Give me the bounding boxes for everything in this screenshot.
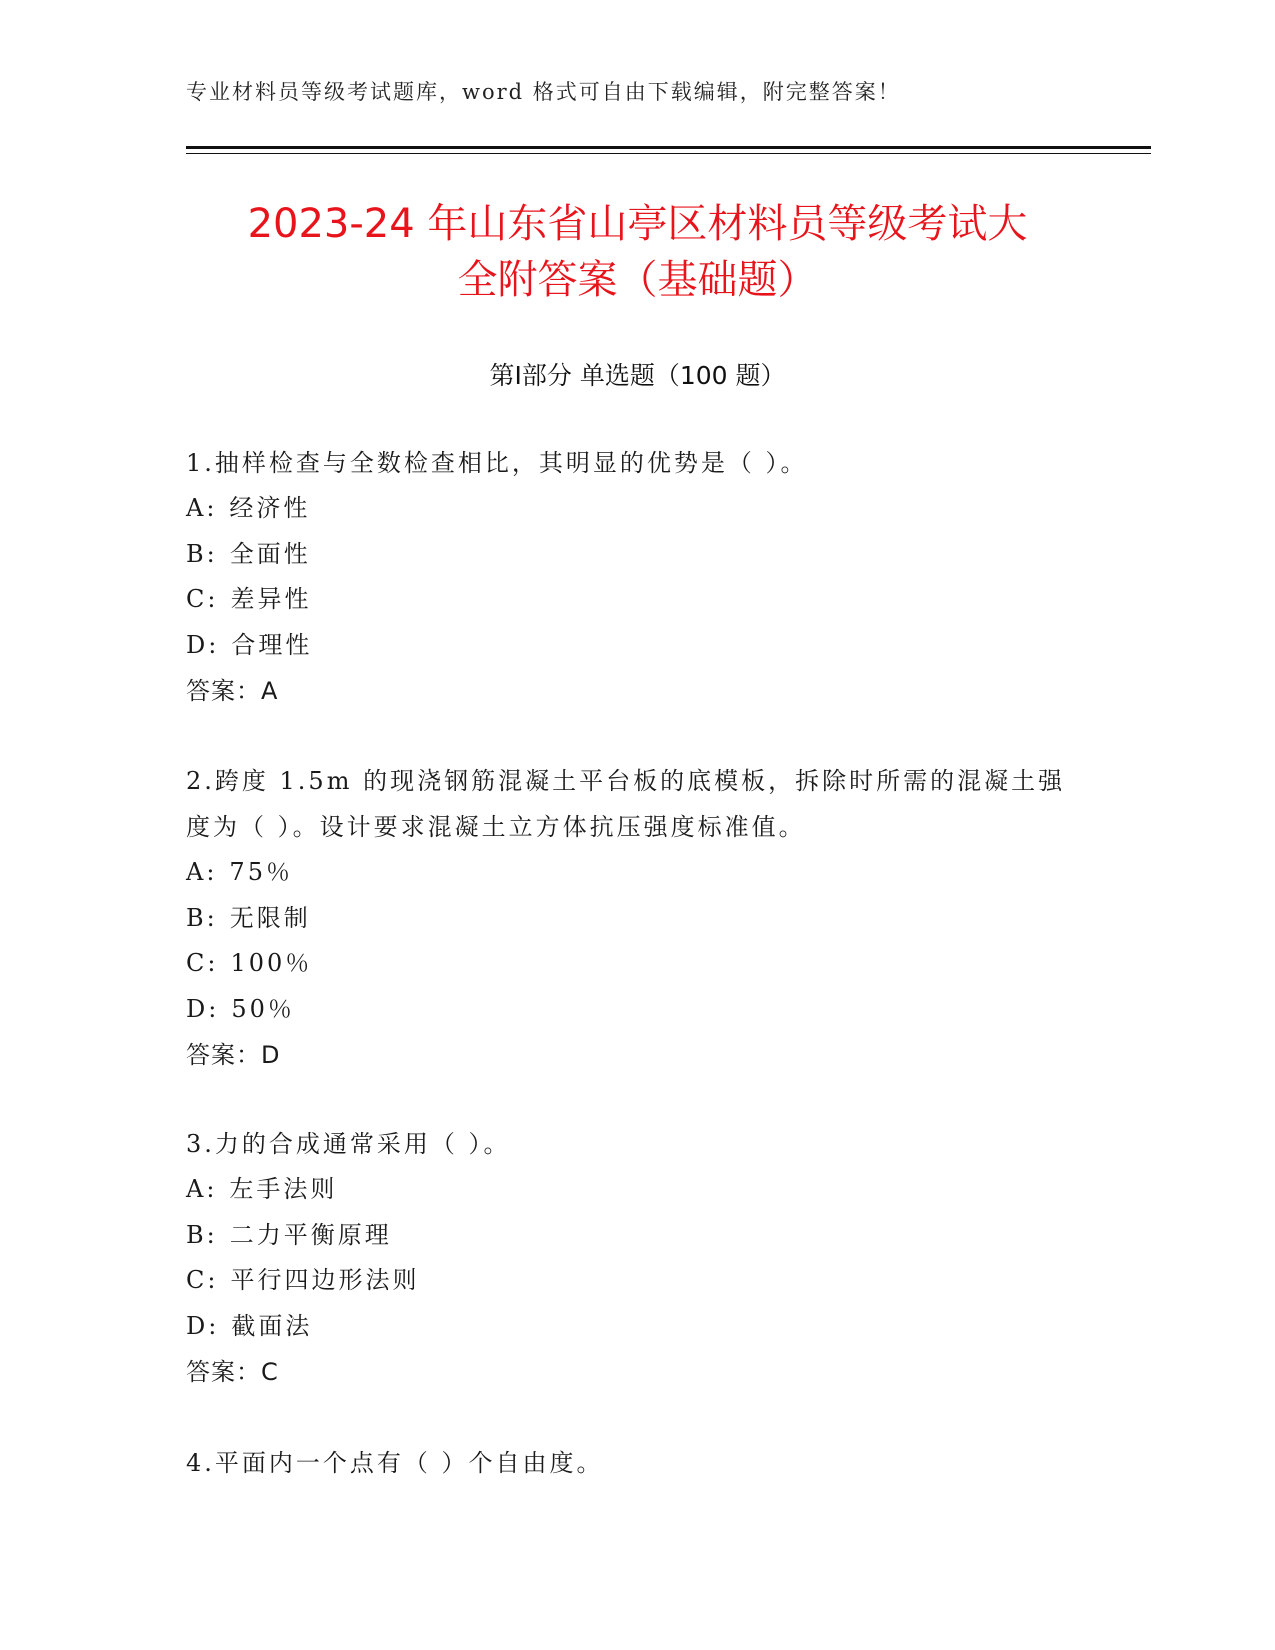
answer-value: D <box>261 1041 281 1069</box>
option-text: 无限制 <box>229 903 311 932</box>
option-text: 左手法则 <box>229 1175 338 1203</box>
question-stem: 2.跨度 1.5m 的现浇钢筋混凝土平台板的底模板，拆除时所需的混凝土强度为（ ）。设计要求混凝土立方体抗压强度标准值。 <box>186 767 1066 841</box>
option-letter: D: <box>186 994 220 1023</box>
question-2 <box>186 758 1086 1078</box>
option-letter: D: <box>186 1311 220 1340</box>
option-text: 二力平衡原理 <box>229 1220 392 1249</box>
option-text: 经济性 <box>229 494 311 522</box>
question-3 <box>186 1121 1086 1395</box>
answer-value: C <box>261 1358 279 1386</box>
option-d <box>186 987 1086 1033</box>
option-letter: A: <box>186 494 218 522</box>
option-b <box>186 1213 1086 1259</box>
option-letter: B: <box>186 1220 218 1249</box>
option-text: 75％ <box>229 858 293 886</box>
option-letter: C: <box>186 585 219 613</box>
title-line-1: 2023-24 年山东省山亭区材料员等级考试大 <box>247 201 1028 247</box>
question-stem: 4.平面内一个点有（ ）个自由度。 <box>186 1449 604 1477</box>
option-letter: B: <box>186 539 218 568</box>
option-text: 差异性 <box>230 585 312 613</box>
option-letter: A: <box>186 858 218 886</box>
option-c <box>186 941 1086 987</box>
title-line-2: 全附答案（基础题） <box>457 257 818 303</box>
answer-line <box>186 668 1086 714</box>
option-d <box>186 623 1086 669</box>
answer-prefix: 答案： <box>186 1041 261 1069</box>
option-text: 合理性 <box>231 630 313 659</box>
header-rule-thick <box>186 146 1151 149</box>
option-b <box>186 896 1086 942</box>
option-letter: C: <box>186 949 219 977</box>
header-note: 专业材料员等级考试题库，word 格式可自由下载编辑，附完整答案！ <box>186 80 901 104</box>
option-letter: A: <box>186 1175 218 1203</box>
option-a <box>186 1167 1086 1213</box>
option-letter: C: <box>186 1266 219 1294</box>
answer-line <box>186 1032 1086 1078</box>
option-b <box>186 532 1086 578</box>
option-c <box>186 1258 1086 1304</box>
option-text: 截面法 <box>231 1311 313 1340</box>
option-text: 全面性 <box>229 539 311 568</box>
option-text: 100％ <box>230 949 313 977</box>
option-a <box>186 486 1086 532</box>
question-stem: 3.力的合成通常采用（ ）。 <box>186 1130 511 1158</box>
answer-prefix: 答案： <box>186 1358 261 1386</box>
answer-line <box>186 1349 1086 1395</box>
option-letter: D: <box>186 630 220 659</box>
answer-prefix: 答案： <box>186 677 261 705</box>
option-text: 50％ <box>231 994 295 1023</box>
section-title: 第Ⅰ部分 单选题（100 题） <box>489 361 786 390</box>
question-4 <box>186 1440 1086 1486</box>
answer-value: A <box>261 677 279 705</box>
option-letter: B: <box>186 903 218 932</box>
question-stem: 1.抽样检查与全数检查相比，其明显的优势是（ ）。 <box>186 449 808 477</box>
header-rule-thin <box>186 153 1151 154</box>
option-c <box>186 577 1086 623</box>
option-text: 平行四边形法则 <box>230 1266 420 1294</box>
option-d <box>186 1304 1086 1350</box>
option-a <box>186 850 1086 896</box>
document-title <box>186 196 1089 308</box>
question-1 <box>186 440 1086 714</box>
